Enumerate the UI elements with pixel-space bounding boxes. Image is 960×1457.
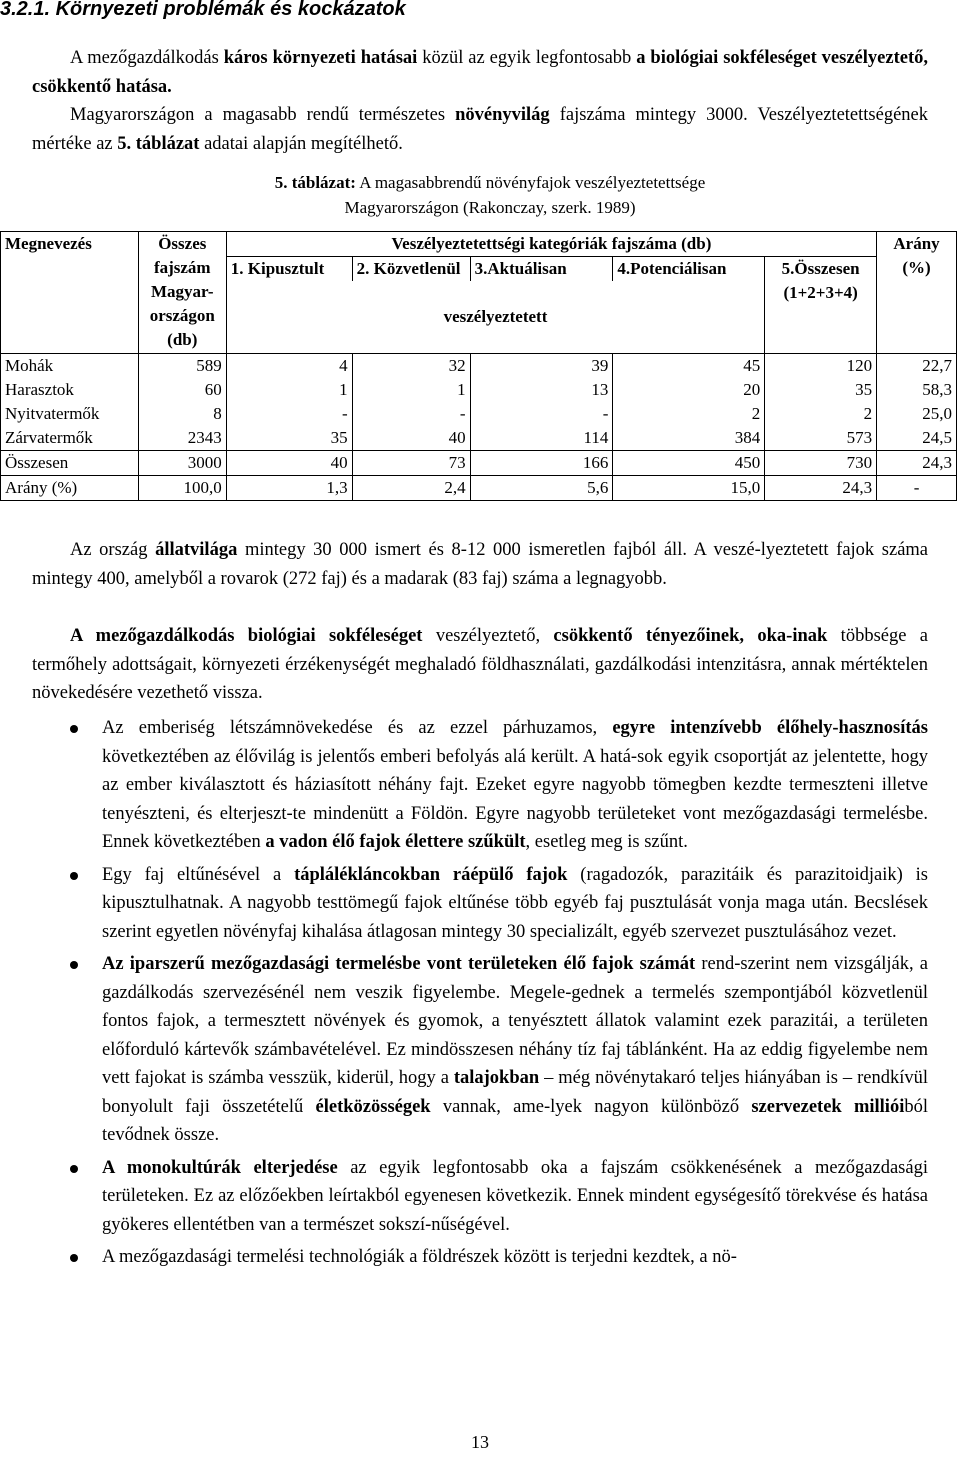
cell-name: Harasztok (5, 380, 74, 399)
cell-c2: - (352, 402, 470, 426)
text: veszélyeztető, (422, 626, 554, 646)
cell-c5: 120 (765, 354, 877, 379)
intro-paragraph-1 (32, 44, 928, 101)
cell-name: Mohák (1, 354, 139, 379)
cell-name: Összesen (1, 451, 139, 476)
cell-name: Nyitvatermők (5, 404, 100, 423)
header-c4: 4.Potenciálisan (613, 257, 765, 282)
header-ratio-line: (%) (902, 258, 931, 277)
header-total-line: (db) (167, 330, 198, 349)
cell-c3: 166 (470, 451, 613, 476)
header-c5-line: 5.Összesen (781, 259, 860, 278)
text-bold: a biológiai sokféleséget veszélyeztető, csökkentő hatása. (32, 48, 928, 97)
cell-total: 60 (138, 378, 226, 402)
cell-c1: 1,3 (226, 476, 352, 501)
header-total-line: Összes (158, 234, 207, 253)
caption-label: 5. táblázat: (274, 173, 356, 192)
list-item (32, 1243, 928, 1272)
text: adatai alapján megítélhető. (199, 133, 403, 154)
cell-total: 589 (138, 354, 226, 379)
text-bold: A monokultúrák elterjedése (102, 1157, 338, 1178)
cell-ratio: 58,3 (877, 378, 957, 402)
cell-c4: 20 (613, 378, 765, 402)
text-bold: Az iparszerű mezőgazdasági termelésbe vont területeken élő fajok számát (102, 954, 696, 974)
text-bold: káros környezeti hatásai (223, 48, 418, 68)
header-spacer (226, 329, 764, 354)
text: Az emberiség létszámnövekedése és az ezzel párhuzamos, (102, 718, 613, 738)
cell-total: 8 (138, 402, 226, 426)
cell-total: 3000 (138, 451, 226, 476)
cell-ratio: 22,7 (877, 354, 957, 379)
factor-list (32, 714, 928, 1272)
bullet-icon (70, 961, 78, 969)
header-total-line: Magyar- (150, 282, 214, 301)
cell-c1: 35 (226, 426, 352, 451)
cell-c3: 5,6 (470, 476, 613, 501)
text-bold: csökkentő tényezőinek, oka-inak (553, 626, 828, 646)
header-c3: 3.Aktuálisan (470, 257, 613, 282)
cell-c4: 2 (613, 402, 765, 426)
header-name: Megnevezés (1, 232, 139, 354)
text: fajszáma mintegy 3000. Veszélyeztetettségének mértéke az (32, 105, 928, 154)
table-row (1, 378, 957, 402)
header-total (138, 232, 226, 354)
cell-c2: 40 (352, 426, 470, 451)
text: mintegy 30 000 ismert és 8-12 000 ismeretlen fajból áll. A veszé-lyeztetett fajok száma mintegy 400, amelyből a rovarok (272 faj) és a madarak (83 faj) száma a legnagyobb. (32, 540, 929, 589)
cell-c2: 73 (352, 451, 470, 476)
text: Egy faj eltűnésével a (102, 864, 295, 885)
text-bold: életközösségek (315, 1096, 431, 1117)
text-bold: 5. táblázat (117, 133, 200, 154)
text-bold: szervezetek milliói (751, 1096, 905, 1117)
caption-source: Magyarországon (Rakonczay, szerk. 1989) (344, 198, 636, 217)
cell-c1: - (226, 402, 352, 426)
totals-row (1, 451, 957, 476)
cell-c4: 384 (613, 426, 765, 451)
text: következtében az élővilág is jelentős emberi befolyás alá került. A hatá-sok egyik csoportját az jelentette, hogy az ember kiválasztott és háziasított néhány fajt. Ezeket egyre nagyobb tömegben kezdte termeszteni illetve tenyészteni, és elterjeszt-te mindenütt a Földön. Egyre nagyobb területeket vont mezőgazdasági termelésbe. Ennek következtében (102, 746, 928, 852)
list-item (32, 861, 928, 947)
cell-c1: 1 (226, 378, 352, 402)
cell-c4: 15,0 (613, 476, 765, 501)
text-bold: talajokban (453, 1068, 540, 1088)
table-row (1, 402, 957, 426)
cell-c5: 24,3 (765, 476, 877, 501)
cell-c3: 39 (470, 354, 613, 379)
header-c5 (765, 257, 877, 354)
cell-c1: 4 (226, 354, 352, 379)
header-c2: 2. Közvetlenül (352, 257, 470, 282)
cell-ratio: - (877, 476, 957, 501)
table-caption (140, 170, 840, 220)
cell-name: Zárvatermők (5, 428, 93, 447)
table-row (1, 426, 957, 451)
threatened-species-table (0, 231, 957, 501)
text-bold: állatvilága (155, 540, 238, 560)
cell-c4: 450 (613, 451, 765, 476)
page-number: 13 (471, 1432, 489, 1452)
text: Magyarországon a magasabb rendű természetes (70, 105, 456, 125)
text: A mezőgazdasági termelési technológiák a földrészek között is terjedni kezdtek, a nö- (102, 1247, 737, 1267)
intro-paragraph-2 (32, 101, 928, 158)
cell-c5: 2 (765, 402, 877, 426)
cell-c2: 2,4 (352, 476, 470, 501)
header-c1: 1. Kipusztult (226, 257, 352, 282)
section-heading: 3.2.1. Környezeti problémák és kockázatok (0, 0, 406, 20)
cell-ratio: 24,5 (877, 426, 957, 451)
cell-c3: - (470, 402, 613, 426)
cell-ratio: 25,0 (877, 402, 957, 426)
cell-c2: 1 (352, 378, 470, 402)
caption-text: A magasabbrendű növényfajok veszélyeztetettsége (355, 173, 706, 192)
cell-c4: 45 (613, 354, 765, 379)
cell-total: 100,0 (138, 476, 226, 501)
header-threatened: veszélyeztetett (226, 305, 764, 329)
cell-name: Arány (%) (1, 476, 139, 501)
cell-c2: 32 (352, 354, 470, 379)
cell-c5: 573 (765, 426, 877, 451)
text: (ragadozók, parazitáik és parazitoidjaik) is kipusztulhatnak. A nagyobb testtömegű fajok eltűnése több egyéb faj pusztulását vonja maga után. Becslések szerint egyetlen növényfaj kihalása átlagosan mintegy 30 specializált, egyéb szervezet pusztulásához vezet. (102, 864, 928, 942)
body-paragraph-3 (32, 536, 928, 593)
header-total-line: fajszám (153, 258, 211, 277)
text-bold: a vadon élő fajok élettere szűkült (265, 832, 526, 852)
header-c5-line: (1+2+3+4) (783, 283, 858, 302)
text: – még növénytakaró teljes hiányában is – rendkívül bonyolult faji összetételű (102, 1068, 928, 1117)
list-item (32, 1154, 928, 1240)
header-spacer (226, 281, 764, 305)
text: ból tevődnek össze. (102, 1096, 928, 1145)
cell-c3: 13 (470, 378, 613, 402)
text-bold: növényvilág (455, 105, 550, 125)
bullet-icon (70, 725, 78, 733)
cell-total: 2343 (138, 426, 226, 451)
cell-ratio: 24,3 (877, 451, 957, 476)
text: A mezőgazdálkodás (70, 48, 224, 68)
text-bold: A mezőgazdálkodás biológiai sokféleséget (70, 626, 423, 646)
ratio-row (1, 476, 957, 501)
header-categories: Veszélyeztetettségi kategóriák fajszáma (db) (226, 232, 876, 257)
cell-c5: 730 (765, 451, 877, 476)
body-paragraph-4 (32, 622, 928, 708)
header-ratio-line: Arány (893, 234, 940, 253)
header-ratio (877, 232, 957, 354)
text-bold: táplálékláncokban ráépülő fajok (294, 864, 568, 885)
list-item (32, 950, 928, 1150)
text: rend-szerint nem vizsgálják, a gazdálkodás szervezésénél nem veszik figyelembe. Megele-gednek a termelés szempontjából közvetlenül fontos fajok, a termesztett növények és gyomok, a tenyésztett állatok valamint ezek parazitái, a területen előforduló kártevők számbavételével. Ez mindösszesen néhány tíz faj táblánként. Ha az eddig figyelembe nem vett fajokat is számba vesszük, kiderül, hogy a (102, 954, 928, 1088)
cell-c1: 40 (226, 451, 352, 476)
table-row (1, 354, 957, 379)
cell-c3: 114 (470, 426, 613, 451)
bullet-icon (70, 1165, 78, 1173)
cell-c5: 35 (765, 378, 877, 402)
text: az egyik legfontosabb oka a fajszám csökkenésének a mezőgazdasági területeken. Ez az előzőekben leírtakból egyenesen következik. Ennek mindent egységesítő törekvése és hatása gyökeres ellentétben van a természet sokszí-nűségével. (102, 1157, 928, 1235)
text: többsége a termőhely adottságait, környezeti érzékenységét meghaladó földhasználati, gazdálkodási intenzitásra, annak mértéktelen növekedésére vezethető vissza. (32, 626, 928, 703)
text-bold: egyre intenzívebb élőhely-hasznosítás (612, 718, 928, 738)
list-item (32, 714, 928, 857)
text: közül az egyik legfontosabb (417, 48, 637, 68)
header-total-line: országon (149, 306, 215, 325)
bullet-icon (70, 1254, 78, 1262)
bullet-icon (70, 872, 78, 880)
text: Az ország (70, 540, 156, 560)
text: vannak, ame-lyek nagyon különböző (430, 1096, 752, 1117)
text: , esetleg meg is szűnt. (525, 832, 688, 852)
